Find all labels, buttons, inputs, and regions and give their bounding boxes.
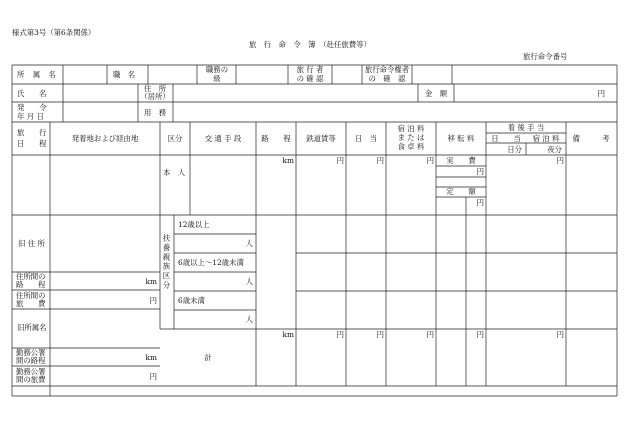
name-label: 氏 名 bbox=[17, 89, 47, 98]
old-fare-2: 旅 費 bbox=[16, 299, 46, 308]
amount-yen: 円 bbox=[597, 89, 605, 98]
yen-unit-3: 円 bbox=[426, 156, 434, 165]
dept-label: 所 属 名 bbox=[17, 70, 59, 79]
age-12-plus: 12歳以上 bbox=[178, 220, 210, 229]
authority-confirm-1: 旅行命令権者 bbox=[364, 65, 410, 74]
lodging-header-3: 食 卓 料 bbox=[397, 142, 425, 151]
arrival-days-unit: 日分 bbox=[507, 145, 522, 154]
arrival-daily-header: 日 当 bbox=[491, 134, 521, 143]
relocation-header: 移 転 料 bbox=[447, 134, 475, 143]
actual-cost-yen: 円 bbox=[476, 167, 484, 176]
schedule-header-1: 旅 行 bbox=[17, 128, 47, 137]
yen-unit-1: 円 bbox=[336, 156, 344, 165]
arrival-lodging-header: 宿 泊 料 bbox=[532, 134, 560, 143]
lodging-header-1: 宿 泊 料 bbox=[397, 124, 425, 133]
total-yen-1: 円 bbox=[336, 330, 344, 339]
grade-label-1: 職務の bbox=[205, 65, 229, 74]
actual-cost-label: 実 費 bbox=[446, 156, 476, 165]
km-unit-1: km bbox=[282, 156, 294, 165]
issue-date-1: 発 令 bbox=[17, 103, 47, 112]
arrival-allowance-header: 着 後 手 当 bbox=[507, 123, 545, 132]
office-distance-km: km bbox=[145, 353, 157, 362]
arrival-nights-unit: 夜分 bbox=[547, 145, 562, 154]
traveler-confirm-2: の 確 認 bbox=[296, 74, 324, 83]
railfare-header: 鉄道賃等 bbox=[306, 134, 336, 143]
transport-header: 交 通 手 段 bbox=[204, 134, 242, 143]
age-under-6: 6歳未満 bbox=[178, 296, 205, 305]
office-fare-yen: 円 bbox=[149, 372, 157, 381]
daily-allowance-header: 日 当 bbox=[354, 134, 378, 143]
yen-unit-4: 円 bbox=[556, 156, 564, 165]
distance-header: 路 程 bbox=[261, 134, 291, 143]
old-distance-2: 路 程 bbox=[16, 280, 46, 289]
form-number: 様式第3号（第6条関係） bbox=[12, 28, 96, 37]
remarks-header: 備 考 bbox=[572, 134, 610, 143]
address-label-2: （居所） bbox=[140, 92, 170, 101]
office-fare-2: 間の旅費 bbox=[16, 375, 46, 384]
office-distance-1: 勤務公署 bbox=[16, 348, 46, 357]
old-address-label: 旧 住 所 bbox=[18, 239, 45, 248]
total-yen-4: 円 bbox=[476, 330, 484, 339]
old-distance-1: 住所間の bbox=[16, 272, 46, 281]
dependents-category-label: 扶養親族区分 bbox=[162, 234, 171, 291]
self-label: 本 人 bbox=[163, 168, 186, 177]
fixed-amount-label: 定 額 bbox=[446, 187, 476, 196]
total-yen-5: 円 bbox=[556, 330, 564, 339]
age-6-to-12: 6歳以上～12歳未満 bbox=[178, 258, 244, 267]
grade-label-2: 級 bbox=[213, 74, 221, 83]
amount-label: 金 額 bbox=[424, 89, 448, 98]
lodging-header-2: ま た は bbox=[397, 133, 425, 142]
old-fare-1: 住所間の bbox=[16, 291, 46, 300]
traveler-confirm-1: 旅 行 者 bbox=[296, 65, 324, 74]
address-label-1: 住 所 bbox=[143, 84, 167, 93]
age-12-plus-persons: 人 bbox=[245, 239, 253, 248]
route-header: 発着地および経由地 bbox=[71, 134, 139, 143]
issue-date-2: 年 月 日 bbox=[17, 112, 44, 121]
office-distance-2: 間の路程 bbox=[16, 356, 46, 365]
yen-unit-2: 円 bbox=[376, 156, 384, 165]
age-under-6-persons: 人 bbox=[245, 315, 253, 324]
authority-confirm-2: の 確 認 bbox=[368, 74, 406, 83]
total-yen-2: 円 bbox=[376, 330, 384, 339]
old-distance-km: km bbox=[145, 277, 157, 286]
fixed-amount-yen: 円 bbox=[476, 198, 484, 207]
order-number-label: 旅行命令番号 bbox=[523, 52, 568, 61]
old-fare-yen: 円 bbox=[149, 296, 157, 305]
total-km: km bbox=[282, 330, 294, 339]
total-label: 計 bbox=[204, 353, 212, 362]
office-fare-1: 勤務公署 bbox=[16, 367, 46, 376]
total-yen-3: 円 bbox=[426, 330, 434, 339]
age-6-to-12-persons: 人 bbox=[245, 277, 253, 286]
position-label: 職 名 bbox=[113, 70, 136, 79]
old-dept-label: 旧所属名 bbox=[17, 323, 47, 332]
form-title: 旅 行 命 令 簿 （赴任旅費等） bbox=[249, 40, 371, 49]
category-header: 区分 bbox=[167, 134, 183, 143]
business-label: 用 務 bbox=[143, 108, 167, 117]
schedule-header-2: 日 程 bbox=[17, 139, 47, 148]
